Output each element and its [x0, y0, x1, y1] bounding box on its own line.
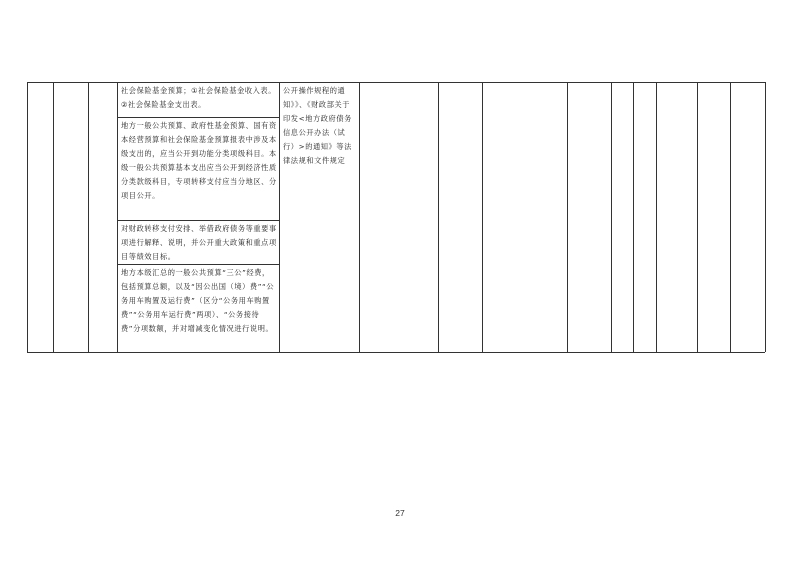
column-line — [730, 82, 731, 352]
column-line — [438, 82, 439, 352]
column-line — [633, 82, 634, 352]
column-line — [53, 82, 54, 352]
column-line — [482, 82, 483, 352]
table-cell-content: 社会保险基金预算；①社会保险基金收入表。②社会保险基金支出表。 — [121, 86, 277, 109]
row-divider — [117, 220, 279, 221]
page-number: 27 — [395, 508, 405, 518]
column-line — [656, 82, 657, 352]
column-line — [88, 82, 89, 352]
table-cell-content: 地方本级汇总的一般公共预算“三公”经费，包括预算总额，以及“因公出国（境）费”“公务用车购置及运行费”（区分“公务用车购置费”“公务用车运行费”两项）、“公务接待费”分项数额，并对增减变化情况进行说明。 — [121, 268, 275, 333]
row-divider — [117, 117, 279, 118]
table-bottom-border — [27, 352, 765, 353]
column-line — [697, 82, 698, 352]
column-line — [611, 82, 612, 352]
column-line — [765, 82, 766, 352]
column-line — [27, 82, 28, 352]
row-divider — [117, 264, 279, 265]
table-top-border — [27, 82, 765, 83]
table-cell-content: 地方一般公共预算、政府性基金预算、国有资本经营预算和社会保险基金预算报表中涉及本级支出的，应当公开到功能分类项级科目。本级一般公共预算基本支出应当公开到经济性质分类款级科目，专项转移支付应当分地区、分项目公开。 — [121, 121, 277, 200]
table-cell-basis: 公开操作规程的通知》》、《财政部关于印发<地方政府债务信息公开办法（试行）>的通知》等法律法规和文件规定 — [283, 86, 352, 165]
column-line — [279, 82, 280, 352]
column-line — [359, 82, 360, 352]
column-line — [117, 82, 118, 352]
column-line — [567, 82, 568, 352]
table-cell-content: 对财政转移支付安排、举借政府债务等重要事项进行解释、说明，并公开重大政策和重点项目等绩效目标。 — [121, 224, 277, 261]
